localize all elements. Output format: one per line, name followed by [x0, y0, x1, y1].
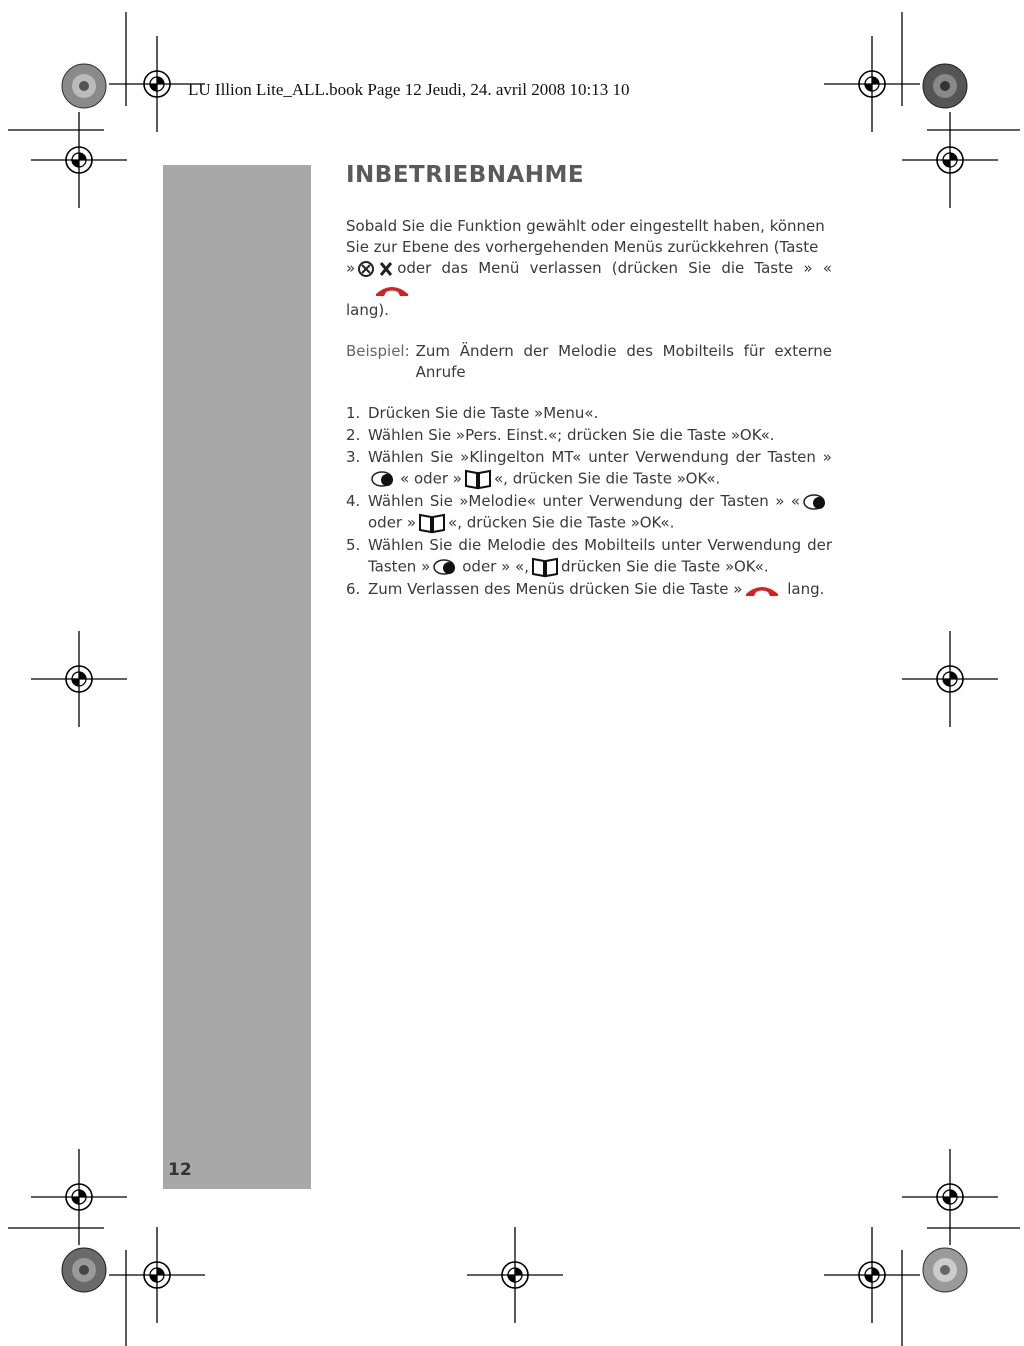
color-wheel-top-right — [923, 64, 967, 108]
color-wheel-bottom-left — [62, 1248, 106, 1292]
list-item: 5. Wählen Sie die Melodie des Mobilteils unter Verwendung der Tasten » oder » «, drücken Sie die Taste »OK«. — [346, 535, 832, 578]
hangup-key-icon — [744, 582, 780, 598]
intro-line: Sie zur Ebene des vorhergehenden Menüs zurückkehren (Taste — [346, 238, 819, 256]
example-block — [346, 341, 832, 383]
cancel-key-icon — [357, 260, 395, 278]
intro-paragraph — [346, 216, 832, 321]
intro-line: Sobald Sie die Funktion gewählt oder eingestellt haben, können — [346, 217, 825, 235]
list-item: 2. Wählen Sie »Pers. Einst.«; drücken Sie die Taste »OK«. — [346, 426, 775, 444]
sidebar-band — [163, 165, 311, 1189]
print-header: LU Illion Lite_ALL.book Page 12 Jeudi, 24. avril 2008 10:13 10 — [188, 80, 630, 99]
list-item: 4. Wählen Sie »Melodie« unter Verwendung der Tasten » « oder » «, drücken Sie die Taste »OK«. — [346, 491, 832, 534]
phonebook-icon — [531, 556, 559, 578]
color-wheel-top-left — [62, 64, 106, 108]
navigation-key-icon — [802, 493, 830, 511]
color-wheel-bottom-right — [923, 1248, 967, 1292]
navigation-key-icon — [432, 558, 460, 576]
example-text: Zum Ändern der Melodie des Mobilteils für externe Anrufe — [415, 342, 832, 381]
hangup-key-icon — [374, 282, 410, 298]
main-content — [346, 160, 832, 601]
page-number: 12 — [168, 1160, 192, 1180]
list-item: 6. Zum Verlassen des Menüs drücken Sie die Taste » lang. — [346, 580, 825, 598]
phonebook-icon — [418, 512, 446, 534]
list-item: 3. Wählen Sie »Klingelton MT« unter Verwendung der Tasten »« oder » «, drücken Sie die Taste »OK«. — [346, 447, 832, 490]
page-title: INBETRIEBNAHME — [346, 162, 585, 188]
intro-line: lang). — [346, 301, 390, 319]
example-label: Beispiel: — [346, 342, 410, 360]
phonebook-icon — [464, 468, 492, 490]
steps-list — [346, 403, 832, 600]
intro-line: » oder das Menü verlassen (drücken Sie die Taste » « — [346, 258, 832, 300]
list-item: 1. Drücken Sie die Taste »Menu«. — [346, 404, 599, 422]
navigation-key-icon — [370, 470, 398, 488]
